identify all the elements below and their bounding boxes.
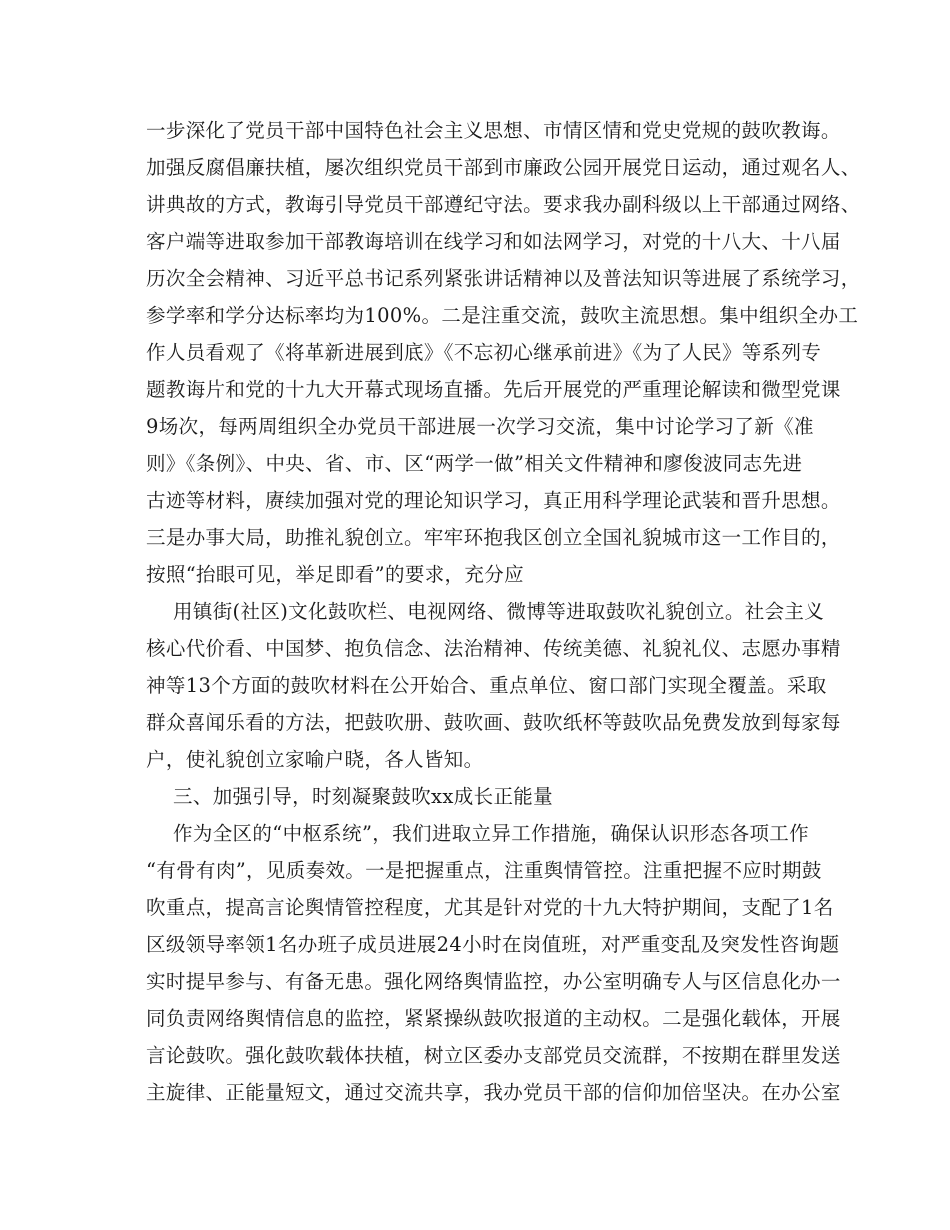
text-line-26: 言论鼓吹。强化鼓吹载体扶植，树立区委办支部党员交流群，不按期在群里发送 [146, 1044, 841, 1067]
text-line-27: 主旋律、正能量短文，通过交流共享，我办党员干部的信仰加倍坚决。在办公室 [146, 1081, 841, 1104]
text-line-21: “有骨有肉”，见质奏效。一是把握重点，注重舆情管控。注重把握不应时期鼓 [146, 859, 822, 882]
text-line-22: 吹重点，提高言论舆情管控程度，尤其是针对党的十九大特护期间，支配了1名 [146, 896, 834, 919]
text-line-1: 一步深化了党员干部中国特色社会主义思想、市情区情和党史党规的鼓吹教诲。 [146, 119, 841, 142]
text-line-14: 用镇街(社区)文化鼓吹栏、电视网络、微博等进取鼓吹礼貌创立。社会主义 [173, 600, 825, 623]
text-line-17: 群众喜闻乐看的方法，把鼓吹册、鼓吹画、鼓吹纸杯等鼓吹品免费发放到每家每 [146, 711, 841, 734]
text-line-18: 户，使礼貌创立家喻户晓，各人皆知。 [146, 748, 484, 771]
text-line-23: 区级领导率领1名办班子成员进展24小时在岗值班，对严重变乱及突发性咨询题 [146, 933, 840, 956]
text-line-8: 题教诲片和党的十九大开幕式现场直播。先后开展党的严重理论解读和微型党课 [146, 378, 841, 401]
text-line-12: 三是办事大局，助推礼貌创立。牢牢环抱我区创立全国礼貌城市这一工作目的， [146, 526, 841, 549]
text-line-20: 作为全区的“中枢系统”，我们进取立异工作措施，确保认识形态各项工作 [173, 822, 809, 845]
text-line-11: 古迹等材料，赓续加强对党的理论知识学习，真正用科学理论武装和晋升思想。 [146, 489, 841, 512]
text-line-5: 历次全会精神、习近平总书记系列紧张讲话精神以及普法知识等进展了系统学习， [146, 267, 861, 290]
text-line-13: 按照“抬眼可见，举足即看”的要求，充分应 [146, 563, 524, 586]
text-line-10: 则》《条例》、中央、省、市、区“两学一做”相关文件精神和廖俊波同志先进 [146, 452, 803, 475]
text-line-24: 实时提早参与、有备无患。强化网络舆情监控，办公室明确专人与区信息化办一 [146, 970, 841, 993]
text-line-16: 神等13个方面的鼓吹材料在公开始合、重点单位、窗口部门实现全覆盖。采取 [146, 674, 827, 697]
text-line-4: 客户端等进取参加干部教诲培训在线学习和如法网学习，对党的十八大、十八届 [146, 230, 841, 253]
text-line-9: 9场次，每两周组织全办党员干部进展一次学习交流，集中讨论学习了新《准 [146, 415, 814, 438]
text-line-7: 作人员看观了《将革新进展到底》《不忘初心继承前进》《为了人民》等系列专 [146, 341, 822, 364]
text-line-25: 同负责网络舆情信息的监控，紧紧操纵鼓吹报道的主动权。二是强化载体，开展 [146, 1007, 841, 1030]
document-body [146, 112, 861, 1111]
text-line-15: 核心代价看、中国梦、抱负信念、法治精神、传统美德、礼貌礼仪、志愿办事精 [146, 637, 841, 660]
text-line-6: 参学率和学分达标率均为100%。二是注重交流，鼓吹主流思想。集中组织全办工 [146, 304, 859, 327]
section-heading: 三、加强引导，时刻凝聚鼓吹xx成长正能量 [173, 785, 553, 808]
text-line-3: 讲典故的方式，教诲引导党员干部遵纪守法。要求我办副科级以上干部通过网络、 [146, 193, 861, 216]
text-line-2: 加强反腐倡廉扶植，屡次组织党员干部到市廉政公园开展党日运动，通过观名人、 [146, 156, 861, 179]
